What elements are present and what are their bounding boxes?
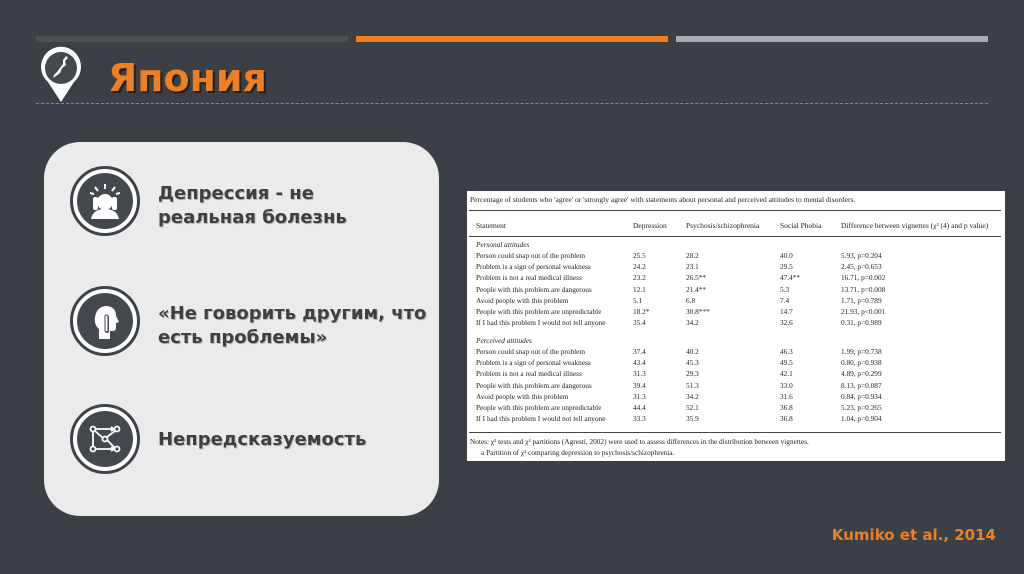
table-cell: 21.93, p<0.001 [841, 307, 886, 316]
table-cell: 40.2 [686, 347, 699, 356]
table-note-1: Notes: χ² tests and χ² partitions (Agresti, 2002) were used to assess differences in the distribution between vignettes. [470, 437, 809, 446]
table-cell: 36.8 [780, 414, 793, 424]
table-row [467, 285, 1005, 295]
item-3-text: Непредсказуемость [158, 429, 367, 450]
table-cell: 6.8 [686, 295, 696, 305]
item-2-badge [70, 286, 140, 356]
table-row [467, 318, 1005, 328]
table-cell: 45.3 [686, 358, 699, 368]
table-cell: Avoid people with this problem [476, 391, 569, 401]
header-depression: Depression [633, 221, 667, 230]
item-3-badge [70, 404, 140, 474]
header-statement: Statement [476, 221, 506, 230]
table-cell: 34.2 [686, 391, 699, 401]
table-cell: 32.6 [780, 318, 793, 328]
table-cell: 1.71, p=0.789 [841, 295, 882, 305]
table-cell: 8.13, p=0.087 [841, 380, 882, 390]
table-cell: 46.3 [780, 347, 793, 356]
table-rule-top [469, 210, 1001, 211]
table-cell: If I had this problem I would not tell anyone [476, 414, 606, 424]
table-row [467, 251, 1005, 261]
header-social-phobia: Social Phobia [780, 221, 822, 230]
table-cell: 2.45, p=0.653 [841, 262, 882, 272]
item-2-text: «Не говорить другим, что есть проблемы» [158, 303, 427, 349]
table-cell: 31.3 [633, 369, 646, 379]
network-arrows-icon [85, 419, 125, 459]
table-cell: 24.2 [633, 262, 646, 272]
table-cell: 31.3 [633, 391, 646, 401]
table-cell: Person could snap out of the problem [476, 347, 586, 356]
section-personal: Personal attitudes [476, 240, 530, 249]
table-cell: 5.23, p=0.265 [841, 403, 882, 412]
table-cell: 52.1 [686, 403, 699, 412]
table-row [467, 414, 1005, 424]
table-cell: People with this problem are dangerous [476, 284, 592, 294]
top-bar-gray [676, 36, 988, 42]
silence-finger-icon [85, 301, 125, 341]
table-cell: 25.5 [633, 251, 646, 260]
table-cell: 16.71, p=0.002 [841, 273, 886, 283]
map-pin-icon [38, 46, 84, 104]
table-cell: 49.5 [780, 358, 793, 368]
item-1-badge [70, 166, 140, 236]
section-perceived: Perceived attitudes [476, 336, 532, 345]
top-bar-orange [356, 36, 668, 42]
points-card [44, 142, 439, 516]
table-cell: 21.4** [686, 284, 707, 294]
table-cell: 33.3 [633, 414, 646, 424]
table-row [467, 403, 1005, 413]
table-cell: 33.0 [780, 380, 793, 390]
table-cell: People with this problem are unpredictable [476, 307, 602, 316]
table-cell: 37.4 [633, 347, 646, 356]
table-cell: 30.8*** [686, 307, 710, 316]
table-cell: 34.2 [686, 318, 699, 328]
header-difference: Difference between vignettes (χ² (4) and p value) [841, 221, 989, 230]
table-cell: 5.1 [633, 295, 643, 305]
table-cell: 1.99, p=0.738 [841, 347, 882, 356]
table-cell: 1.04, p=0.904 [841, 414, 882, 424]
citation: Kumiko et al., 2014 [831, 526, 996, 544]
table-cell: Problem is not a real medical illness [476, 273, 582, 283]
table-cell: If I had this problem I would not tell anyone [476, 318, 606, 328]
table-cell: People with this problem are dangerous [476, 380, 592, 390]
table-rule-bottom [469, 432, 1001, 433]
table-cell: 5.3 [780, 284, 790, 294]
table-rule-header [469, 236, 1001, 237]
table-cell: 28.2 [686, 251, 699, 260]
table-row [467, 262, 1005, 272]
table-cell: Problem is a sign of personal weakness [476, 358, 591, 368]
table-cell: Problem is a sign of personal weakness [476, 262, 591, 272]
table-cell: 31.6 [780, 391, 793, 401]
title-divider [36, 103, 988, 104]
table-cell: 36.8 [780, 403, 793, 412]
table-cell: 23.1 [686, 262, 699, 272]
table-row [467, 392, 1005, 402]
table-cell: 5.93, p=0.204 [841, 251, 882, 260]
table-cell: 23.2 [633, 273, 646, 283]
table-cell: Avoid people with this problem [476, 295, 569, 305]
top-bar-dark [36, 36, 348, 42]
table-row [467, 347, 1005, 357]
table-cell: 51.3 [686, 380, 699, 390]
table-cell: 0.31, p=0.989 [841, 318, 882, 328]
table-cell: 43.4 [633, 358, 646, 368]
stress-head-icon [85, 181, 125, 221]
table-cell: People with this problem are unpredictable [476, 403, 602, 412]
table-row [467, 307, 1005, 317]
table-cell: 29.3 [686, 369, 699, 379]
table-cell: 13.71, p=0.008 [841, 284, 886, 294]
table-cell: 40.0 [780, 251, 793, 260]
table-row [467, 381, 1005, 391]
header-psychosis: Psychosis/schizophrenia [686, 221, 760, 230]
table-cell: 4.89, p=0.299 [841, 369, 882, 379]
table-cell: 29.5 [780, 262, 793, 272]
table-note-2: a Partition of χ² comparing depression to psychosis/schizophrenia. [481, 448, 675, 457]
table-cell: Problem is not a real medical illness [476, 369, 582, 379]
table-cell: 44.4 [633, 403, 646, 412]
table-cell: 0.80, p=0.938 [841, 358, 882, 368]
page-title: Япония [108, 56, 267, 100]
table-cell: 47.4** [780, 273, 801, 283]
table-cell: 35.4 [633, 318, 646, 328]
table-cell: 0.84, p=0.934 [841, 391, 882, 401]
table-caption: Percentage of students who 'agree' or 'strongly agree' with statements about personal and perceived attitudes to mental disorders. [470, 195, 856, 204]
table-cell: 14.7 [780, 307, 793, 316]
table-cell: Person could snap out of the problem [476, 251, 586, 260]
table-row [467, 296, 1005, 306]
table-cell: 7.4 [780, 295, 790, 305]
table-cell: 26.5** [686, 273, 707, 283]
item-1-text: Депрессия - не реальная болезнь [158, 183, 347, 229]
table-cell: 18.2* [633, 307, 650, 316]
table-row [467, 273, 1005, 283]
table-cell: 42.1 [780, 369, 793, 379]
table-row [467, 358, 1005, 368]
table-cell: 39.4 [633, 380, 646, 390]
table-cell: 35.9 [686, 414, 699, 424]
table-cell: 12.1 [633, 284, 646, 294]
table-row [467, 369, 1005, 379]
attitudes-table [467, 191, 1005, 461]
